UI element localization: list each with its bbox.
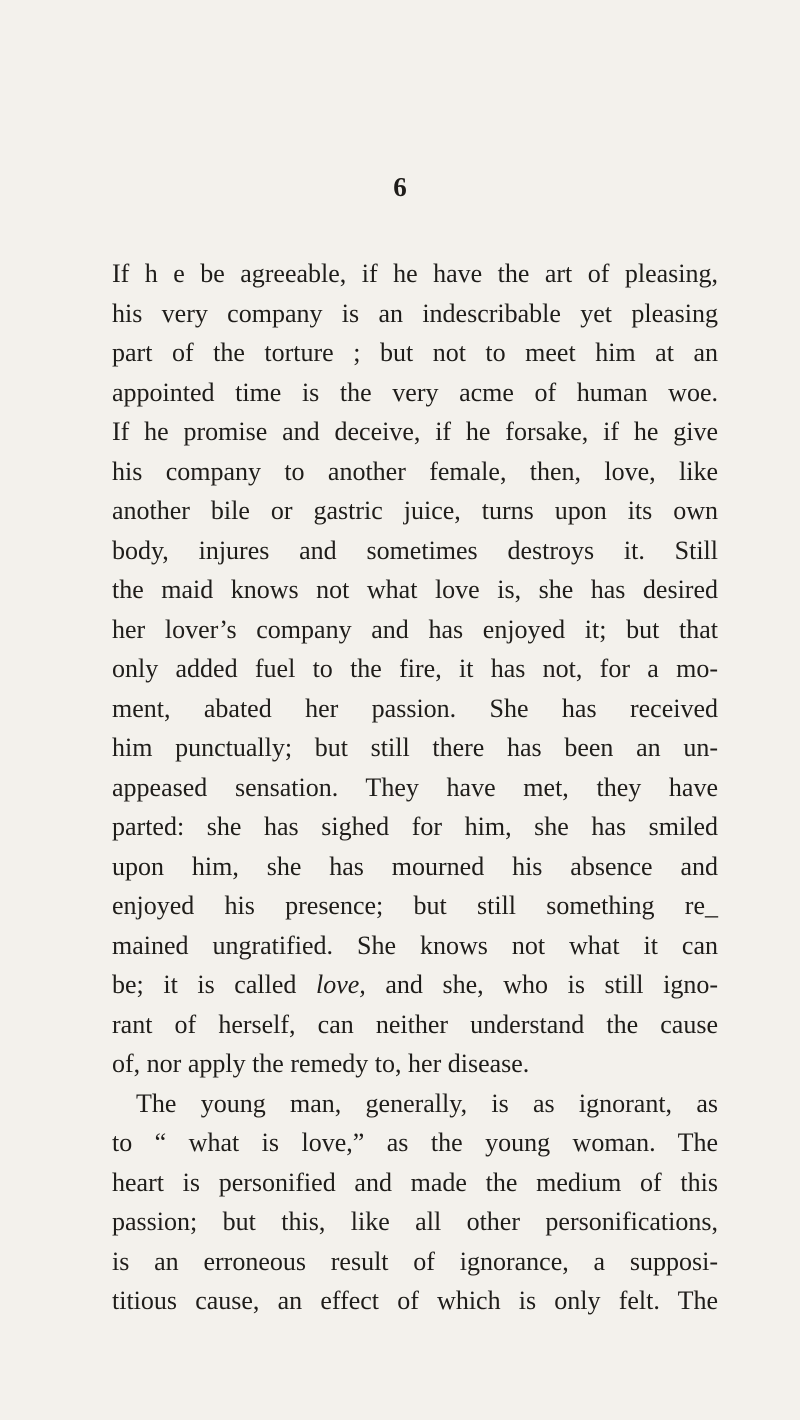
text-line: rant of herself, can neither understand the cause <box>112 1009 718 1039</box>
text-line: to “ what is love,” as the young woman. The <box>112 1128 718 1157</box>
text-line: his very company is an indescribable yet pleasing <box>112 298 718 328</box>
text-line: his company to another female, then, love, like <box>112 456 718 486</box>
page-number: 6 <box>393 172 407 202</box>
text-line: her lover’s company and has enjoyed it; but that <box>112 614 718 644</box>
body-text <box>112 254 718 1321</box>
text-segment: be; it is called <box>112 970 316 999</box>
italic-word: love, <box>315 970 366 999</box>
text-line: appointed time is the very acme of human woe. <box>112 377 718 407</box>
text-line: him punctually; but still there has been an un- <box>112 733 718 762</box>
text-line: of, nor apply the remedy to, her disease. <box>112 1049 530 1078</box>
text-line: mained ungratified. She knows not what it can <box>112 930 718 960</box>
text-line: titious cause, an effect of which is only felt. The <box>112 1286 718 1315</box>
text-line: is an erroneous result of ignorance, a supposi- <box>112 1246 718 1276</box>
text-line: The young man, generally, is as ignorant, as <box>136 1088 718 1118</box>
text-line: If h e be agreeable, if he have the art of pleasing, <box>112 259 718 288</box>
text-line: enjoyed his presence; but still something re_ <box>112 891 718 920</box>
text-line: another bile or gastric juice, turns upon its own <box>112 496 718 525</box>
text-line: part of the torture ; but not to meet him at an <box>112 338 718 367</box>
text-line <box>112 965 718 1005</box>
text-line: the maid knows not what love is, she has desired <box>112 575 718 604</box>
text-line: If he promise and deceive, if he forsake, if he give <box>112 417 718 446</box>
text-line: appeased sensation. They have met, they have <box>112 772 718 802</box>
text-line: passion; but this, like all other personifications, <box>112 1207 718 1236</box>
text-line: parted: she has sighed for him, she has smiled <box>112 812 718 841</box>
text-line: body, injures and sometimes destroys it. Still <box>112 535 718 565</box>
text-line: upon him, she has mourned his absence and <box>112 851 718 881</box>
text-segment: and she, who is still igno- <box>365 970 718 999</box>
text-line: only added fuel to the fire, it has not, for a mo- <box>112 654 718 683</box>
text-line: heart is personified and made the medium of this <box>112 1167 718 1197</box>
text-line: ment, abated her passion. She has received <box>112 693 718 723</box>
